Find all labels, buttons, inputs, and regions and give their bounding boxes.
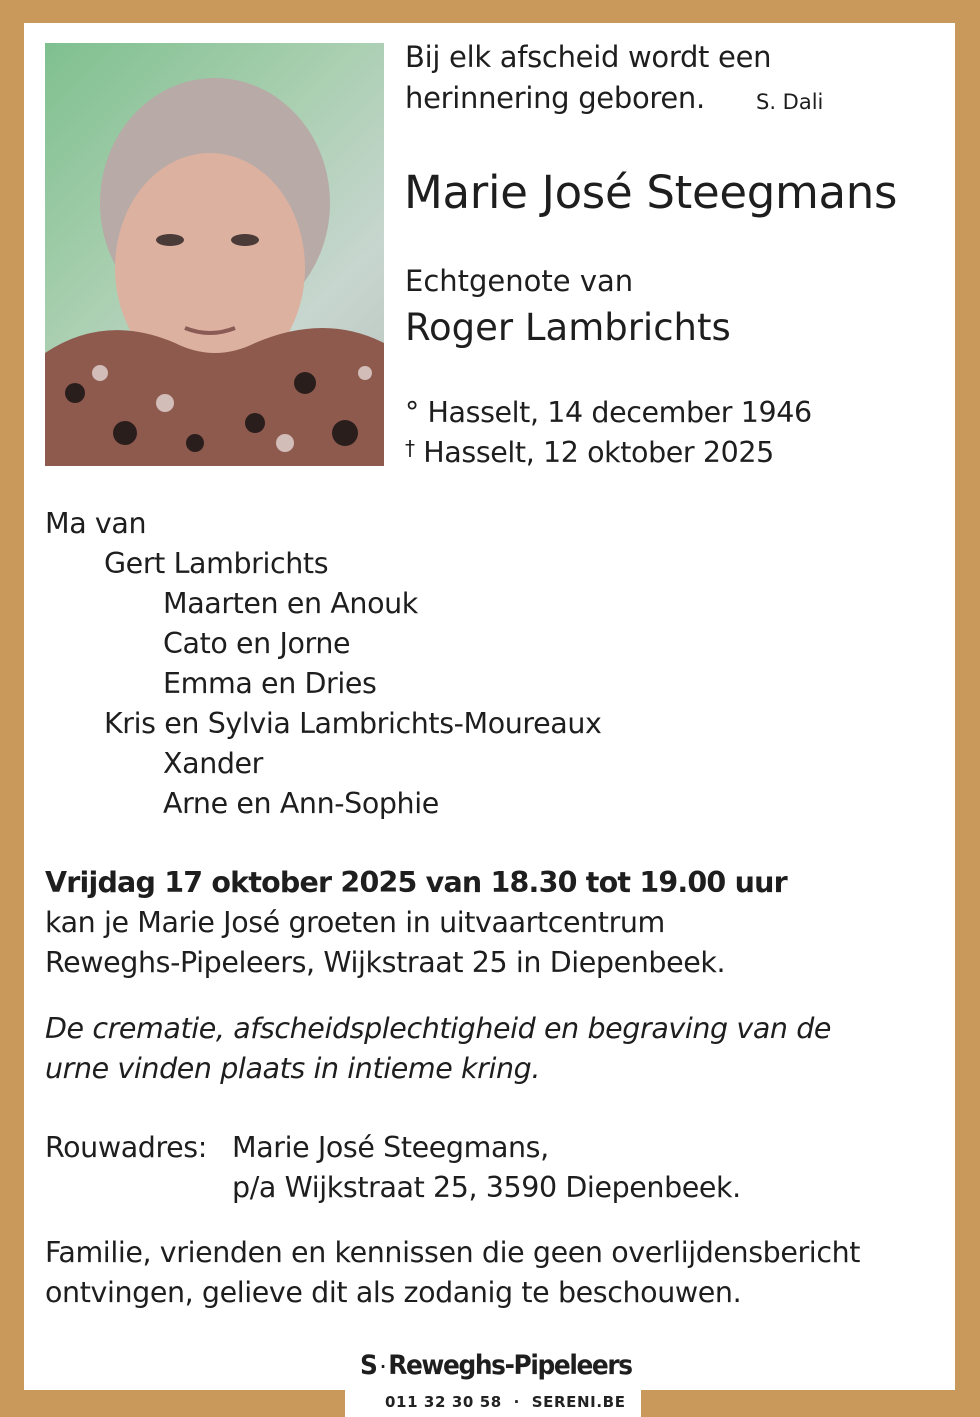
cremation-line: urne vinden plaats in intieme kring.: [45, 1052, 541, 1085]
phone-number: 011 32 30 58: [385, 1393, 502, 1411]
family-line: Emma en Dries: [163, 667, 377, 700]
died-symbol: †: [405, 436, 415, 460]
visitation-time: Vrijdag 17 oktober 2025 van 18.30 tot 19.00 uur: [45, 866, 787, 899]
address-line: Marie José Steegmans,: [232, 1131, 549, 1164]
born-symbol: °: [405, 396, 419, 429]
brand-name: Reweghs-Pipeleers: [388, 1350, 632, 1381]
spouse-name: Roger Lambrichts: [405, 306, 731, 349]
logo-mark: S: [360, 1350, 377, 1381]
family-line: Arne en Ann-Sophie: [163, 787, 439, 820]
deceased-name: Marie José Steegmans: [404, 166, 898, 219]
birth-info: Hasselt, 14 december 1946: [427, 396, 812, 429]
notice-line: ontvingen, gelieve dit als zodanig te beschouwen.: [45, 1276, 742, 1309]
family-line: Cato en Jorne: [163, 627, 351, 660]
portrait-photo: [45, 43, 384, 466]
contact-line: [385, 1393, 626, 1411]
website: SERENI.BE: [531, 1393, 626, 1411]
family-line: Kris en Sylvia Lambrichts-Moureaux: [104, 707, 602, 740]
family-intro: Ma van: [45, 507, 147, 540]
death-info: Hasselt, 12 oktober 2025: [423, 436, 774, 469]
funeral-home-logo: S · Reweghs-Pipeleers: [360, 1350, 632, 1381]
cremation-line: De crematie, afscheidsplechtigheid en begraving van de: [45, 1012, 832, 1045]
relation-label: Echtgenote van: [405, 264, 634, 298]
separator: ·: [513, 1393, 520, 1411]
notice-line: Familie, vrienden en kennissen die geen overlijdensbericht: [45, 1236, 861, 1269]
quote-line-1: Bij elk afscheid wordt een: [405, 40, 772, 74]
family-line: Xander: [163, 747, 263, 780]
address-line: p/a Wijkstraat 25, 3590 Diepenbeek.: [232, 1171, 741, 1204]
visitation-line: kan je Marie José groeten in uitvaartcentrum: [45, 906, 665, 939]
quote-author: S. Dali: [756, 90, 824, 114]
family-line: Gert Lambrichts: [104, 547, 329, 580]
family-line: Maarten en Anouk: [163, 587, 418, 620]
quote-line-2: herinnering geboren.: [405, 81, 705, 115]
address-label: Rouwadres:: [45, 1131, 207, 1164]
visitation-location: Reweghs-Pipeleers, Wijkstraat 25 in Diepenbeek.: [45, 946, 726, 979]
